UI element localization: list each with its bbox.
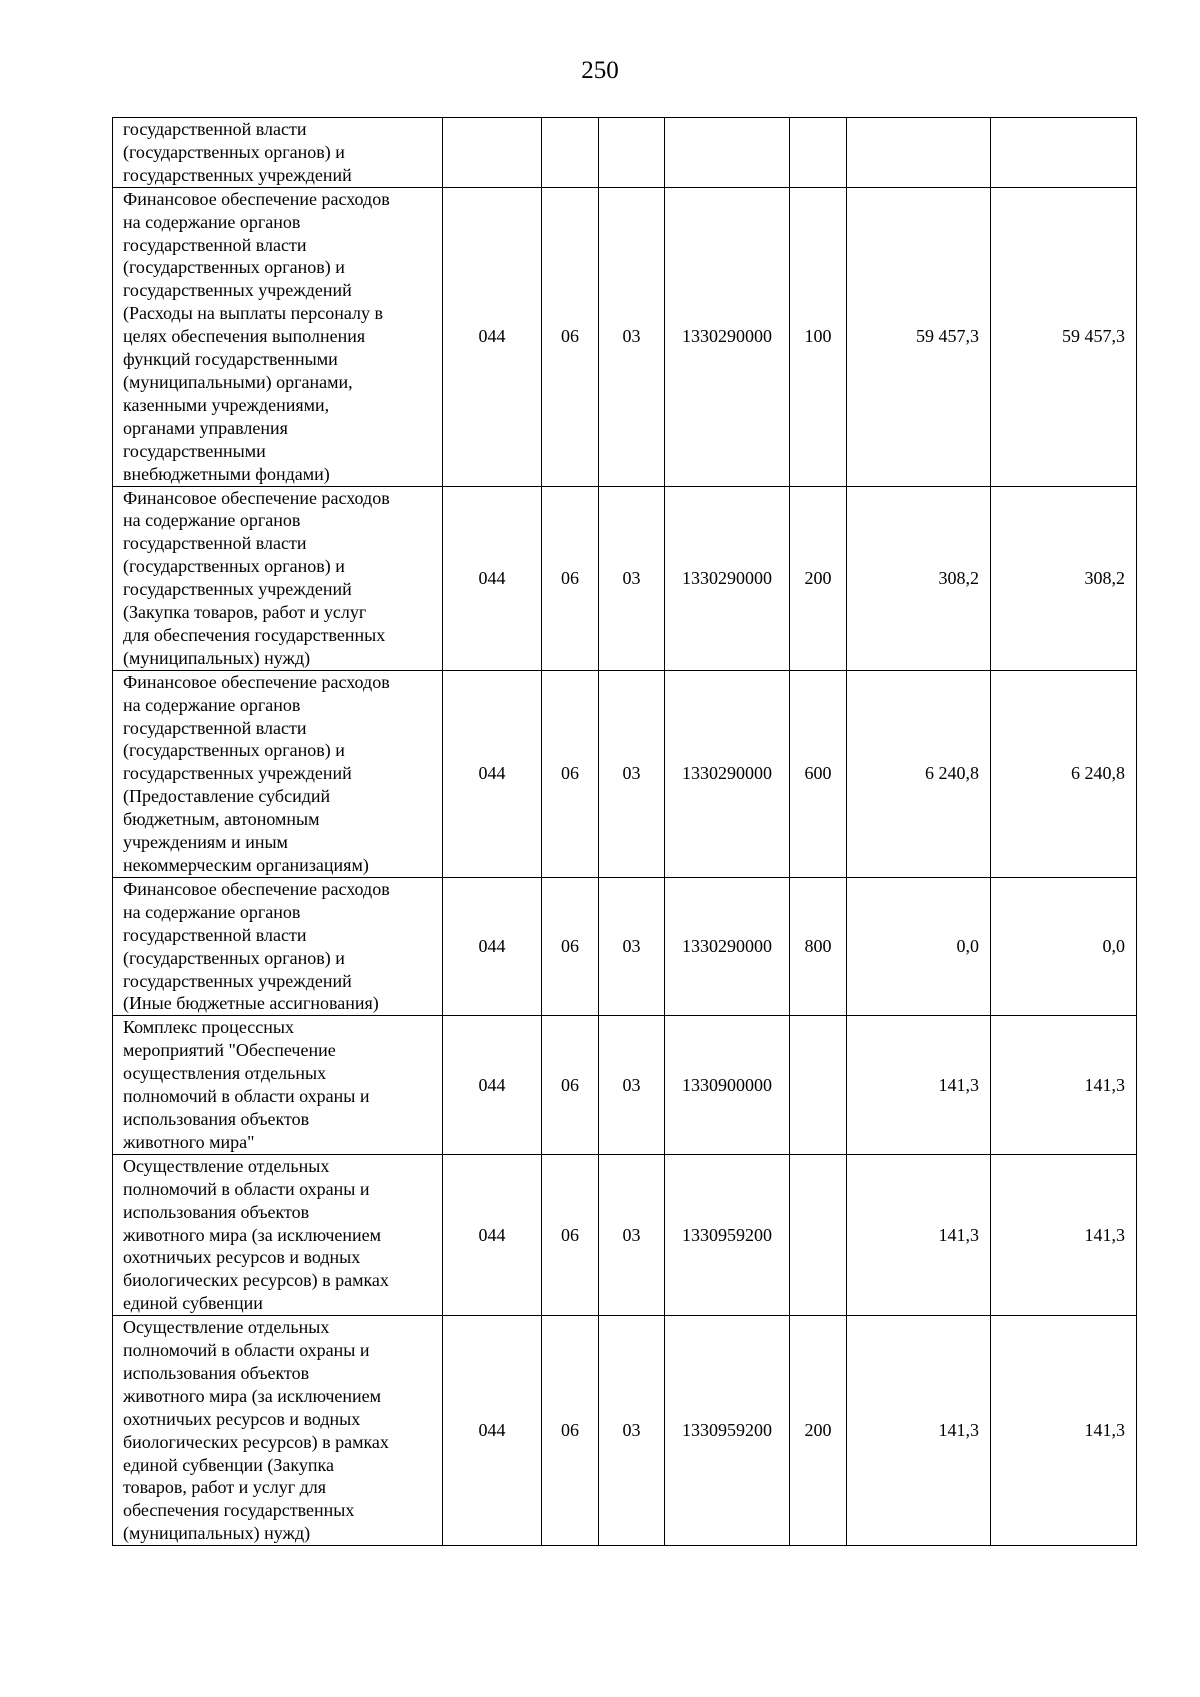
cell-amount-2 <box>991 118 1137 188</box>
cell-admin-code: 044 <box>443 1316 542 1546</box>
cell-admin-code: 044 <box>443 1154 542 1315</box>
cell-subsection: 03 <box>599 1154 665 1315</box>
cell-target-article: 1330290000 <box>665 486 790 670</box>
cell-amount-2: 59 457,3 <box>991 187 1137 486</box>
cell-admin-code: 044 <box>443 187 542 486</box>
cell-description: Осуществление отдельных полномочий в области охраны и использования объектов животного мира (за исключением охотничьих ресурсов и водных биологических ресурсов) в рамках единой субвенции (Закупка товаров, работ и услуг для обеспечения государственных (муниципальных) нужд) <box>113 1316 443 1546</box>
cell-admin-code <box>443 118 542 188</box>
cell-target-article <box>665 118 790 188</box>
cell-description: Комплекс процессных мероприятий "Обеспечение осуществления отдельных полномочий в области охраны и использования объектов животного мира" <box>113 1016 443 1154</box>
cell-expense-type: 600 <box>790 670 847 877</box>
budget-table-body <box>113 118 1137 1546</box>
budget-table <box>112 117 1137 1546</box>
cell-section: 06 <box>542 1016 599 1154</box>
cell-expense-type: 100 <box>790 187 847 486</box>
cell-expense-type: 800 <box>790 877 847 1015</box>
cell-target-article: 1330290000 <box>665 187 790 486</box>
page-number: 250 <box>581 57 619 84</box>
cell-amount-2: 141,3 <box>991 1016 1137 1154</box>
cell-description: Осуществление отдельных полномочий в области охраны и использования объектов животного мира (за исключением охотничьих ресурсов и водных биологических ресурсов) в рамках единой субвенции <box>113 1154 443 1315</box>
cell-subsection: 03 <box>599 1316 665 1546</box>
cell-expense-type: 200 <box>790 1316 847 1546</box>
cell-section: 06 <box>542 670 599 877</box>
cell-expense-type <box>790 118 847 188</box>
cell-section: 06 <box>542 187 599 486</box>
cell-subsection: 03 <box>599 1016 665 1154</box>
cell-target-article: 1330290000 <box>665 670 790 877</box>
cell-section <box>542 118 599 188</box>
cell-amount-2: 141,3 <box>991 1316 1137 1546</box>
cell-section: 06 <box>542 1154 599 1315</box>
table-row <box>113 877 1137 1015</box>
cell-amount-1 <box>847 118 991 188</box>
cell-amount-2: 141,3 <box>991 1154 1137 1315</box>
cell-target-article: 1330959200 <box>665 1316 790 1546</box>
cell-subsection <box>599 118 665 188</box>
cell-description: Финансовое обеспечение расходов на содержание органов государственной власти (государственных органов) и государственных учреждений (Иные бюджетные ассигнования) <box>113 877 443 1015</box>
cell-admin-code: 044 <box>443 670 542 877</box>
cell-target-article: 1330290000 <box>665 877 790 1015</box>
cell-expense-type: 200 <box>790 486 847 670</box>
cell-section: 06 <box>542 877 599 1015</box>
table-row <box>113 1316 1137 1546</box>
cell-section: 06 <box>542 1316 599 1546</box>
cell-amount-2: 308,2 <box>991 486 1137 670</box>
cell-target-article: 1330959200 <box>665 1154 790 1315</box>
table-row <box>113 118 1137 188</box>
cell-description: Финансовое обеспечение расходов на содержание органов государственной власти (государственных органов) и государственных учреждений (Закупка товаров, работ и услуг для обеспечения государственных (муниципальных) нужд) <box>113 486 443 670</box>
cell-amount-1: 141,3 <box>847 1016 991 1154</box>
cell-amount-1: 308,2 <box>847 486 991 670</box>
cell-expense-type <box>790 1016 847 1154</box>
cell-subsection: 03 <box>599 486 665 670</box>
cell-section: 06 <box>542 486 599 670</box>
cell-description: государственной власти (государственных органов) и государственных учреждений <box>113 118 443 188</box>
cell-amount-1: 141,3 <box>847 1154 991 1315</box>
cell-subsection: 03 <box>599 187 665 486</box>
cell-description: Финансовое обеспечение расходов на содержание органов государственной власти (государственных органов) и государственных учреждений (Расходы на выплаты персоналу в целях обеспечения выполнения функций государственными (муниципальными) органами, казенными учреждениями, органами управления государственными внебюджетными фондами) <box>113 187 443 486</box>
cell-amount-1: 0,0 <box>847 877 991 1015</box>
cell-expense-type <box>790 1154 847 1315</box>
table-row <box>113 1154 1137 1315</box>
table-row <box>113 486 1137 670</box>
cell-admin-code: 044 <box>443 486 542 670</box>
cell-description: Финансовое обеспечение расходов на содержание органов государственной власти (государственных органов) и государственных учреждений (Предоставление субсидий бюджетным, автономным учреждениям и иным некоммерческим организациям) <box>113 670 443 877</box>
cell-admin-code: 044 <box>443 877 542 1015</box>
table-row <box>113 1016 1137 1154</box>
cell-amount-1: 59 457,3 <box>847 187 991 486</box>
cell-subsection: 03 <box>599 670 665 877</box>
cell-admin-code: 044 <box>443 1016 542 1154</box>
cell-amount-1: 141,3 <box>847 1316 991 1546</box>
cell-amount-2: 0,0 <box>991 877 1137 1015</box>
table-row <box>113 670 1137 877</box>
cell-target-article: 1330900000 <box>665 1016 790 1154</box>
table-row <box>113 187 1137 486</box>
cell-subsection: 03 <box>599 877 665 1015</box>
cell-amount-2: 6 240,8 <box>991 670 1137 877</box>
cell-amount-1: 6 240,8 <box>847 670 991 877</box>
